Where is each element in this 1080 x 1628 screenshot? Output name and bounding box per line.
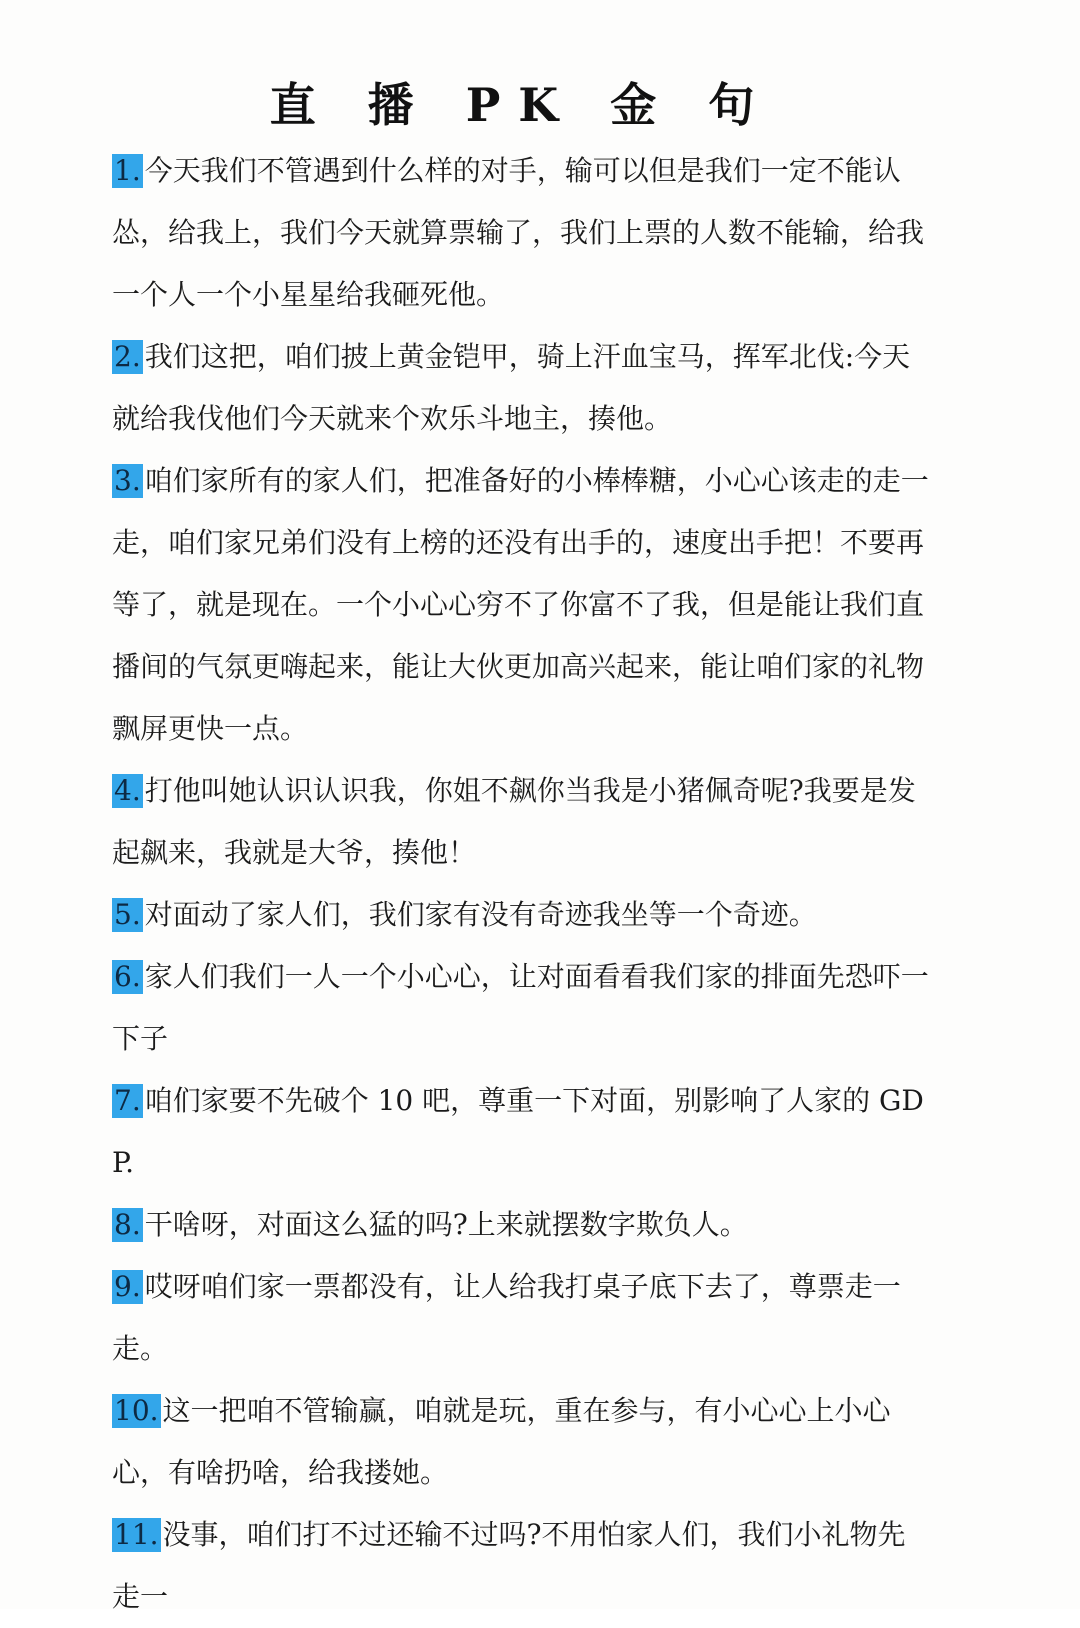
quote-item — [112, 1380, 930, 1504]
quote-number: 11. — [114, 1518, 159, 1551]
quote-text: 没事，咱们打不过还输不过吗?不用怕家人们，我们小礼物先走一 — [112, 1518, 906, 1613]
quote-item — [112, 326, 930, 450]
quote-item — [112, 884, 930, 946]
quote-number: 6. — [114, 960, 141, 993]
quote-item — [112, 450, 930, 760]
quote-number: 10. — [114, 1394, 159, 1427]
quote-number: 2. — [114, 340, 141, 373]
quote-text: 这一把咱不管输赢，咱就是玩，重在参与，有小心心上小心心，有啥扔啥，给我搂她。 — [112, 1394, 891, 1489]
quote-item — [112, 1070, 930, 1194]
quote-text: 咱们家要不先破个 10 吧，尊重一下对面，别影响了人家的 GDP. — [112, 1084, 924, 1179]
quote-item — [112, 140, 930, 326]
quote-number: 5. — [114, 898, 141, 931]
quote-text: 哎呀咱们家一票都没有，让人给我打桌子底下去了，尊票走一走。 — [112, 1270, 901, 1365]
quote-item — [112, 1194, 930, 1256]
quote-number: 3. — [114, 464, 141, 497]
quote-text: 对面动了家人们，我们家有没有奇迹我坐等一个奇迹。 — [144, 898, 817, 931]
quote-text: 打他叫她认识认识我，你姐不飙你当我是小猪佩奇呢?我要是发起飙来，我就是大爷，揍他！ — [112, 774, 916, 869]
quote-text: 家人们我们一人一个小心心，让对面看看我们家的排面先恐吓一下子 — [112, 960, 929, 1055]
quote-list — [112, 140, 930, 1628]
document-title: 直 播 PK 金 句 — [269, 78, 773, 132]
quote-item — [112, 1504, 930, 1628]
quote-number: 8. — [114, 1208, 141, 1241]
quote-item — [112, 760, 930, 884]
quote-number: 7. — [114, 1084, 141, 1117]
quote-text: 我们这把，咱们披上黄金铠甲，骑上汗血宝马，挥军北伐:今天就给我伐他们今天就来个欢乐斗地主，揍他。 — [112, 340, 911, 435]
quote-number: 9. — [114, 1270, 141, 1303]
quote-number: 4. — [114, 774, 141, 807]
quote-item — [112, 946, 930, 1070]
quote-text: 今天我们不管遇到什么样的对手，输可以但是我们一定不能认怂，给我上，我们今天就算票输了，我们上票的人数不能输，给我一个人一个小星星给我砸死他。 — [112, 154, 925, 311]
quote-text: 咱们家所有的家人们，把准备好的小棒棒糖，小心心该走的走一走，咱们家兄弟们没有上榜的还没有出手的，速度出手把！不要再等了，就是现在。一个小心心穷不了你富不了我，但是能让我们直播间的气氛更嗨起来，能让大伙更加高兴起来，能让咱们家的礼物飘屏更快一点。 — [112, 464, 929, 745]
quote-item — [112, 1256, 930, 1380]
quote-text: 干啥呀，对面这么猛的吗?上来就摆数字欺负人。 — [144, 1208, 748, 1241]
quote-number: 1. — [114, 154, 141, 187]
